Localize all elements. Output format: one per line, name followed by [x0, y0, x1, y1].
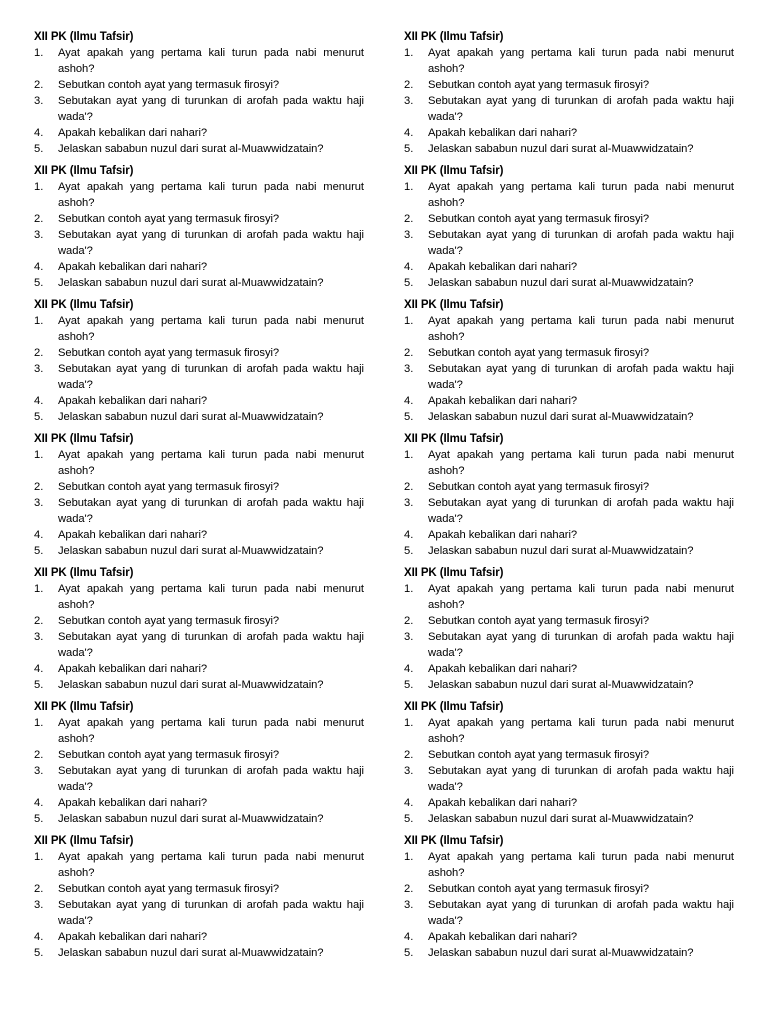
question-list — [404, 849, 734, 961]
question-text: Ayat apakah yang pertama kali turun pada nabi menurut ashoh? — [428, 449, 734, 477]
question-number: 5. — [404, 813, 414, 825]
question-block — [404, 565, 734, 693]
question-block — [34, 163, 364, 291]
question-list — [404, 581, 734, 693]
question-item — [404, 313, 734, 345]
question-text: Jelaskan sababun nuzul dari surat al-Muawwidzatain? — [58, 813, 324, 825]
question-number: 4. — [404, 797, 414, 809]
question-block — [404, 297, 734, 425]
question-text: Apakah kebalikan dari nahari? — [428, 931, 578, 943]
question-item — [34, 747, 364, 763]
question-text: Sebutkan contoh ayat yang termasuk firosyi? — [428, 213, 650, 225]
question-text: Jelaskan sababun nuzul dari surat al-Muawwidzatain? — [58, 277, 324, 289]
question-item — [404, 227, 734, 259]
question-text: Sebutkan contoh ayat yang termasuk firosyi? — [58, 347, 280, 359]
question-item — [404, 93, 734, 125]
question-text: Apakah kebalikan dari nahari? — [428, 529, 578, 541]
question-number: 4. — [34, 663, 44, 675]
question-number: 2. — [34, 749, 44, 761]
question-number: 2. — [404, 79, 414, 91]
question-text: Sebutkan contoh ayat yang termasuk firosyi? — [428, 79, 650, 91]
question-number: 3. — [34, 899, 44, 911]
question-number: 5. — [404, 411, 414, 423]
question-text: Apakah kebalikan dari nahari? — [58, 529, 208, 541]
question-text: Apakah kebalikan dari nahari? — [58, 797, 208, 809]
block-title: XII PK (Ilmu Tafsir) — [404, 567, 504, 579]
question-number: 5. — [404, 143, 414, 155]
question-number: 1. — [34, 583, 44, 595]
question-text: Sebutkan contoh ayat yang termasuk firosyi? — [428, 883, 650, 895]
question-item — [404, 811, 734, 827]
question-item — [404, 409, 734, 425]
question-text: Apakah kebalikan dari nahari? — [428, 127, 578, 139]
question-item — [404, 527, 734, 543]
question-item — [34, 945, 364, 961]
question-text: Sebutakan ayat yang di turunkan di arofah pada waktu haji wada'? — [58, 363, 364, 391]
question-number: 1. — [34, 47, 44, 59]
question-number: 4. — [34, 529, 44, 541]
block-title: XII PK (Ilmu Tafsir) — [34, 31, 134, 43]
question-block — [34, 431, 364, 559]
question-text: Apakah kebalikan dari nahari? — [58, 261, 208, 273]
block-title: XII PK (Ilmu Tafsir) — [404, 701, 504, 713]
question-item — [404, 447, 734, 479]
question-number: 3. — [404, 363, 414, 375]
question-text: Ayat apakah yang pertama kali turun pada nabi menurut ashoh? — [428, 851, 734, 879]
block-title: XII PK (Ilmu Tafsir) — [34, 299, 134, 311]
question-item — [34, 259, 364, 275]
question-text: Sebutakan ayat yang di turunkan di arofah pada waktu haji wada'? — [58, 899, 364, 927]
question-number: 1. — [34, 315, 44, 327]
question-number: 5. — [404, 277, 414, 289]
question-text: Apakah kebalikan dari nahari? — [58, 931, 208, 943]
question-item — [404, 479, 734, 495]
question-item — [34, 93, 364, 125]
question-number: 1. — [404, 47, 414, 59]
question-number: 5. — [34, 277, 44, 289]
question-number: 4. — [404, 529, 414, 541]
question-item — [404, 747, 734, 763]
question-item — [34, 613, 364, 629]
question-number: 5. — [34, 679, 44, 691]
block-title: XII PK (Ilmu Tafsir) — [404, 299, 504, 311]
question-number: 5. — [34, 143, 44, 155]
question-text: Sebutakan ayat yang di turunkan di arofah pada waktu haji wada'? — [428, 95, 734, 123]
question-item — [404, 125, 734, 141]
question-text: Jelaskan sababun nuzul dari surat al-Muawwidzatain? — [428, 411, 694, 423]
question-number: 4. — [34, 931, 44, 943]
question-list — [404, 179, 734, 291]
question-item — [404, 613, 734, 629]
question-list — [404, 715, 734, 827]
question-number: 4. — [34, 395, 44, 407]
question-text: Ayat apakah yang pertama kali turun pada nabi menurut ashoh? — [58, 47, 364, 75]
question-number: 4. — [34, 797, 44, 809]
question-item — [34, 495, 364, 527]
question-item — [404, 763, 734, 795]
question-item — [34, 409, 364, 425]
question-item — [404, 715, 734, 747]
question-number: 1. — [34, 851, 44, 863]
question-number: 3. — [404, 497, 414, 509]
question-text: Sebutkan contoh ayat yang termasuk firosyi? — [58, 615, 280, 627]
block-title: XII PK (Ilmu Tafsir) — [34, 433, 134, 445]
question-item — [404, 897, 734, 929]
question-item — [34, 313, 364, 345]
question-text: Sebutkan contoh ayat yang termasuk firosyi? — [58, 79, 280, 91]
question-text: Apakah kebalikan dari nahari? — [58, 663, 208, 675]
question-number: 3. — [404, 899, 414, 911]
question-text: Sebutkan contoh ayat yang termasuk firosyi? — [58, 481, 280, 493]
question-number: 5. — [404, 679, 414, 691]
question-number: 3. — [404, 95, 414, 107]
question-item — [404, 393, 734, 409]
question-text: Jelaskan sababun nuzul dari surat al-Muawwidzatain? — [428, 277, 694, 289]
question-text: Jelaskan sababun nuzul dari surat al-Muawwidzatain? — [58, 143, 324, 155]
question-text: Sebutkan contoh ayat yang termasuk firosyi? — [428, 615, 650, 627]
question-text: Sebutkan contoh ayat yang termasuk firosyi? — [58, 883, 280, 895]
question-text: Apakah kebalikan dari nahari? — [428, 663, 578, 675]
question-number: 3. — [34, 363, 44, 375]
question-number: 1. — [404, 315, 414, 327]
question-number: 5. — [34, 545, 44, 557]
question-item — [34, 929, 364, 945]
question-text: Ayat apakah yang pertama kali turun pada nabi menurut ashoh? — [428, 583, 734, 611]
question-number: 5. — [34, 411, 44, 423]
question-number: 4. — [404, 261, 414, 273]
question-text: Ayat apakah yang pertama kali turun pada nabi menurut ashoh? — [58, 717, 364, 745]
question-item — [404, 259, 734, 275]
question-number: 3. — [34, 95, 44, 107]
question-text: Ayat apakah yang pertama kali turun pada nabi menurut ashoh? — [58, 315, 364, 343]
question-item — [34, 77, 364, 93]
question-item — [34, 527, 364, 543]
question-item — [404, 881, 734, 897]
question-list — [34, 447, 364, 559]
question-block — [404, 431, 734, 559]
question-text: Apakah kebalikan dari nahari? — [428, 261, 578, 273]
question-item — [404, 581, 734, 613]
question-text: Sebutkan contoh ayat yang termasuk firosyi? — [428, 749, 650, 761]
question-number: 2. — [404, 347, 414, 359]
question-number: 2. — [404, 883, 414, 895]
question-item — [34, 677, 364, 693]
question-number: 3. — [404, 765, 414, 777]
block-title: XII PK (Ilmu Tafsir) — [34, 835, 134, 847]
question-list — [404, 447, 734, 559]
block-title: XII PK (Ilmu Tafsir) — [34, 701, 134, 713]
question-list — [34, 849, 364, 961]
question-item — [404, 275, 734, 291]
question-item — [404, 141, 734, 157]
question-text: Sebutakan ayat yang di turunkan di arofah pada waktu haji wada'? — [428, 899, 734, 927]
question-list — [34, 179, 364, 291]
block-title: XII PK (Ilmu Tafsir) — [404, 165, 504, 177]
question-item — [404, 677, 734, 693]
question-item — [404, 629, 734, 661]
question-number: 4. — [404, 395, 414, 407]
question-number: 2. — [404, 749, 414, 761]
question-item — [34, 345, 364, 361]
question-number: 3. — [34, 497, 44, 509]
question-text: Sebutakan ayat yang di turunkan di arofah pada waktu haji wada'? — [58, 497, 364, 525]
question-text: Apakah kebalikan dari nahari? — [58, 395, 208, 407]
question-number: 2. — [34, 883, 44, 895]
question-number: 4. — [34, 127, 44, 139]
question-item — [404, 179, 734, 211]
question-block — [404, 163, 734, 291]
question-number: 2. — [404, 615, 414, 627]
question-number: 2. — [34, 615, 44, 627]
question-text: Apakah kebalikan dari nahari? — [428, 797, 578, 809]
question-block — [34, 833, 364, 961]
question-number: 2. — [404, 213, 414, 225]
question-number: 3. — [34, 229, 44, 241]
question-number: 2. — [34, 213, 44, 225]
question-text: Jelaskan sababun nuzul dari surat al-Muawwidzatain? — [428, 813, 694, 825]
question-item — [34, 211, 364, 227]
question-text: Jelaskan sababun nuzul dari surat al-Muawwidzatain? — [428, 143, 694, 155]
question-list — [404, 313, 734, 425]
question-number: 1. — [34, 449, 44, 461]
question-item — [404, 495, 734, 527]
question-number: 4. — [404, 127, 414, 139]
question-number: 2. — [34, 79, 44, 91]
question-item — [34, 179, 364, 211]
question-number: 1. — [404, 717, 414, 729]
question-item — [34, 661, 364, 677]
question-text: Apakah kebalikan dari nahari? — [58, 127, 208, 139]
question-list — [34, 45, 364, 157]
question-text: Sebutakan ayat yang di turunkan di arofah pada waktu haji wada'? — [58, 631, 364, 659]
question-item — [34, 125, 364, 141]
question-item — [34, 581, 364, 613]
question-text: Sebutkan contoh ayat yang termasuk firosyi? — [58, 213, 280, 225]
question-number: 1. — [404, 181, 414, 193]
question-item — [34, 45, 364, 77]
question-item — [34, 275, 364, 291]
question-item — [404, 945, 734, 961]
question-number: 5. — [404, 947, 414, 959]
question-text: Ayat apakah yang pertama kali turun pada nabi menurut ashoh? — [58, 449, 364, 477]
question-number: 5. — [34, 813, 44, 825]
question-text: Ayat apakah yang pertama kali turun pada nabi menurut ashoh? — [428, 717, 734, 745]
question-text: Ayat apakah yang pertama kali turun pada nabi menurut ashoh? — [58, 851, 364, 879]
question-text: Jelaskan sababun nuzul dari surat al-Muawwidzatain? — [58, 545, 324, 557]
worksheet-grid — [34, 29, 734, 961]
question-number: 1. — [404, 449, 414, 461]
question-text: Sebutakan ayat yang di turunkan di arofah pada waktu haji wada'? — [58, 229, 364, 257]
question-text: Sebutakan ayat yang di turunkan di arofah pada waktu haji wada'? — [428, 229, 734, 257]
question-number: 5. — [34, 947, 44, 959]
question-number: 3. — [404, 631, 414, 643]
question-block — [34, 699, 364, 827]
question-number: 1. — [404, 851, 414, 863]
question-item — [34, 897, 364, 929]
question-text: Jelaskan sababun nuzul dari surat al-Muawwidzatain? — [428, 545, 694, 557]
question-item — [404, 849, 734, 881]
question-number: 2. — [34, 481, 44, 493]
question-item — [404, 543, 734, 559]
question-item — [404, 661, 734, 677]
question-text: Apakah kebalikan dari nahari? — [428, 395, 578, 407]
question-text: Sebutakan ayat yang di turunkan di arofah pada waktu haji wada'? — [428, 631, 734, 659]
question-list — [34, 313, 364, 425]
question-number: 5. — [404, 545, 414, 557]
block-title: XII PK (Ilmu Tafsir) — [404, 835, 504, 847]
question-text: Jelaskan sababun nuzul dari surat al-Muawwidzatain? — [428, 947, 694, 959]
question-text: Sebutakan ayat yang di turunkan di arofah pada waktu haji wada'? — [58, 765, 364, 793]
question-block — [34, 297, 364, 425]
question-text: Sebutkan contoh ayat yang termasuk firosyi? — [428, 347, 650, 359]
question-text: Ayat apakah yang pertama kali turun pada nabi menurut ashoh? — [428, 47, 734, 75]
question-item — [404, 211, 734, 227]
question-text: Jelaskan sababun nuzul dari surat al-Muawwidzatain? — [58, 411, 324, 423]
question-item — [34, 227, 364, 259]
question-text: Sebutakan ayat yang di turunkan di arofah pada waktu haji wada'? — [428, 765, 734, 793]
block-title: XII PK (Ilmu Tafsir) — [404, 31, 504, 43]
question-text: Sebutkan contoh ayat yang termasuk firosyi? — [428, 481, 650, 493]
block-title: XII PK (Ilmu Tafsir) — [34, 567, 134, 579]
question-item — [34, 795, 364, 811]
block-title: XII PK (Ilmu Tafsir) — [404, 433, 504, 445]
question-list — [404, 45, 734, 157]
block-title: XII PK (Ilmu Tafsir) — [34, 165, 134, 177]
question-text: Ayat apakah yang pertama kali turun pada nabi menurut ashoh? — [428, 315, 734, 343]
question-block — [34, 565, 364, 693]
question-text: Jelaskan sababun nuzul dari surat al-Muawwidzatain? — [58, 947, 324, 959]
question-number: 2. — [34, 347, 44, 359]
question-text: Sebutakan ayat yang di turunkan di arofah pada waktu haji wada'? — [58, 95, 364, 123]
question-block — [404, 699, 734, 827]
question-item — [404, 77, 734, 93]
question-item — [34, 715, 364, 747]
question-block — [404, 833, 734, 961]
question-item — [34, 393, 364, 409]
question-item — [34, 447, 364, 479]
question-item — [34, 629, 364, 661]
question-item — [34, 763, 364, 795]
question-item — [34, 141, 364, 157]
question-item — [34, 543, 364, 559]
question-number: 1. — [34, 717, 44, 729]
question-number: 4. — [404, 663, 414, 675]
question-number: 4. — [34, 261, 44, 273]
question-item — [34, 811, 364, 827]
question-item — [34, 849, 364, 881]
question-list — [34, 715, 364, 827]
question-text: Ayat apakah yang pertama kali turun pada nabi menurut ashoh? — [428, 181, 734, 209]
question-item — [404, 795, 734, 811]
question-item — [404, 361, 734, 393]
question-item — [34, 479, 364, 495]
question-block — [34, 29, 364, 157]
question-number: 4. — [404, 931, 414, 943]
question-text: Jelaskan sababun nuzul dari surat al-Muawwidzatain? — [428, 679, 694, 691]
question-item — [34, 881, 364, 897]
question-item — [404, 345, 734, 361]
question-number: 1. — [34, 181, 44, 193]
question-text: Sebutakan ayat yang di turunkan di arofah pada waktu haji wada'? — [428, 497, 734, 525]
question-item — [404, 929, 734, 945]
question-list — [34, 581, 364, 693]
question-number: 3. — [34, 631, 44, 643]
question-item — [404, 45, 734, 77]
question-number: 3. — [34, 765, 44, 777]
question-item — [34, 361, 364, 393]
question-text: Sebutakan ayat yang di turunkan di arofah pada waktu haji wada'? — [428, 363, 734, 391]
question-text: Ayat apakah yang pertama kali turun pada nabi menurut ashoh? — [58, 583, 364, 611]
question-number: 3. — [404, 229, 414, 241]
question-text: Ayat apakah yang pertama kali turun pada nabi menurut ashoh? — [58, 181, 364, 209]
question-number: 1. — [404, 583, 414, 595]
question-text: Sebutkan contoh ayat yang termasuk firosyi? — [58, 749, 280, 761]
question-text: Jelaskan sababun nuzul dari surat al-Muawwidzatain? — [58, 679, 324, 691]
question-number: 2. — [404, 481, 414, 493]
question-block — [404, 29, 734, 157]
